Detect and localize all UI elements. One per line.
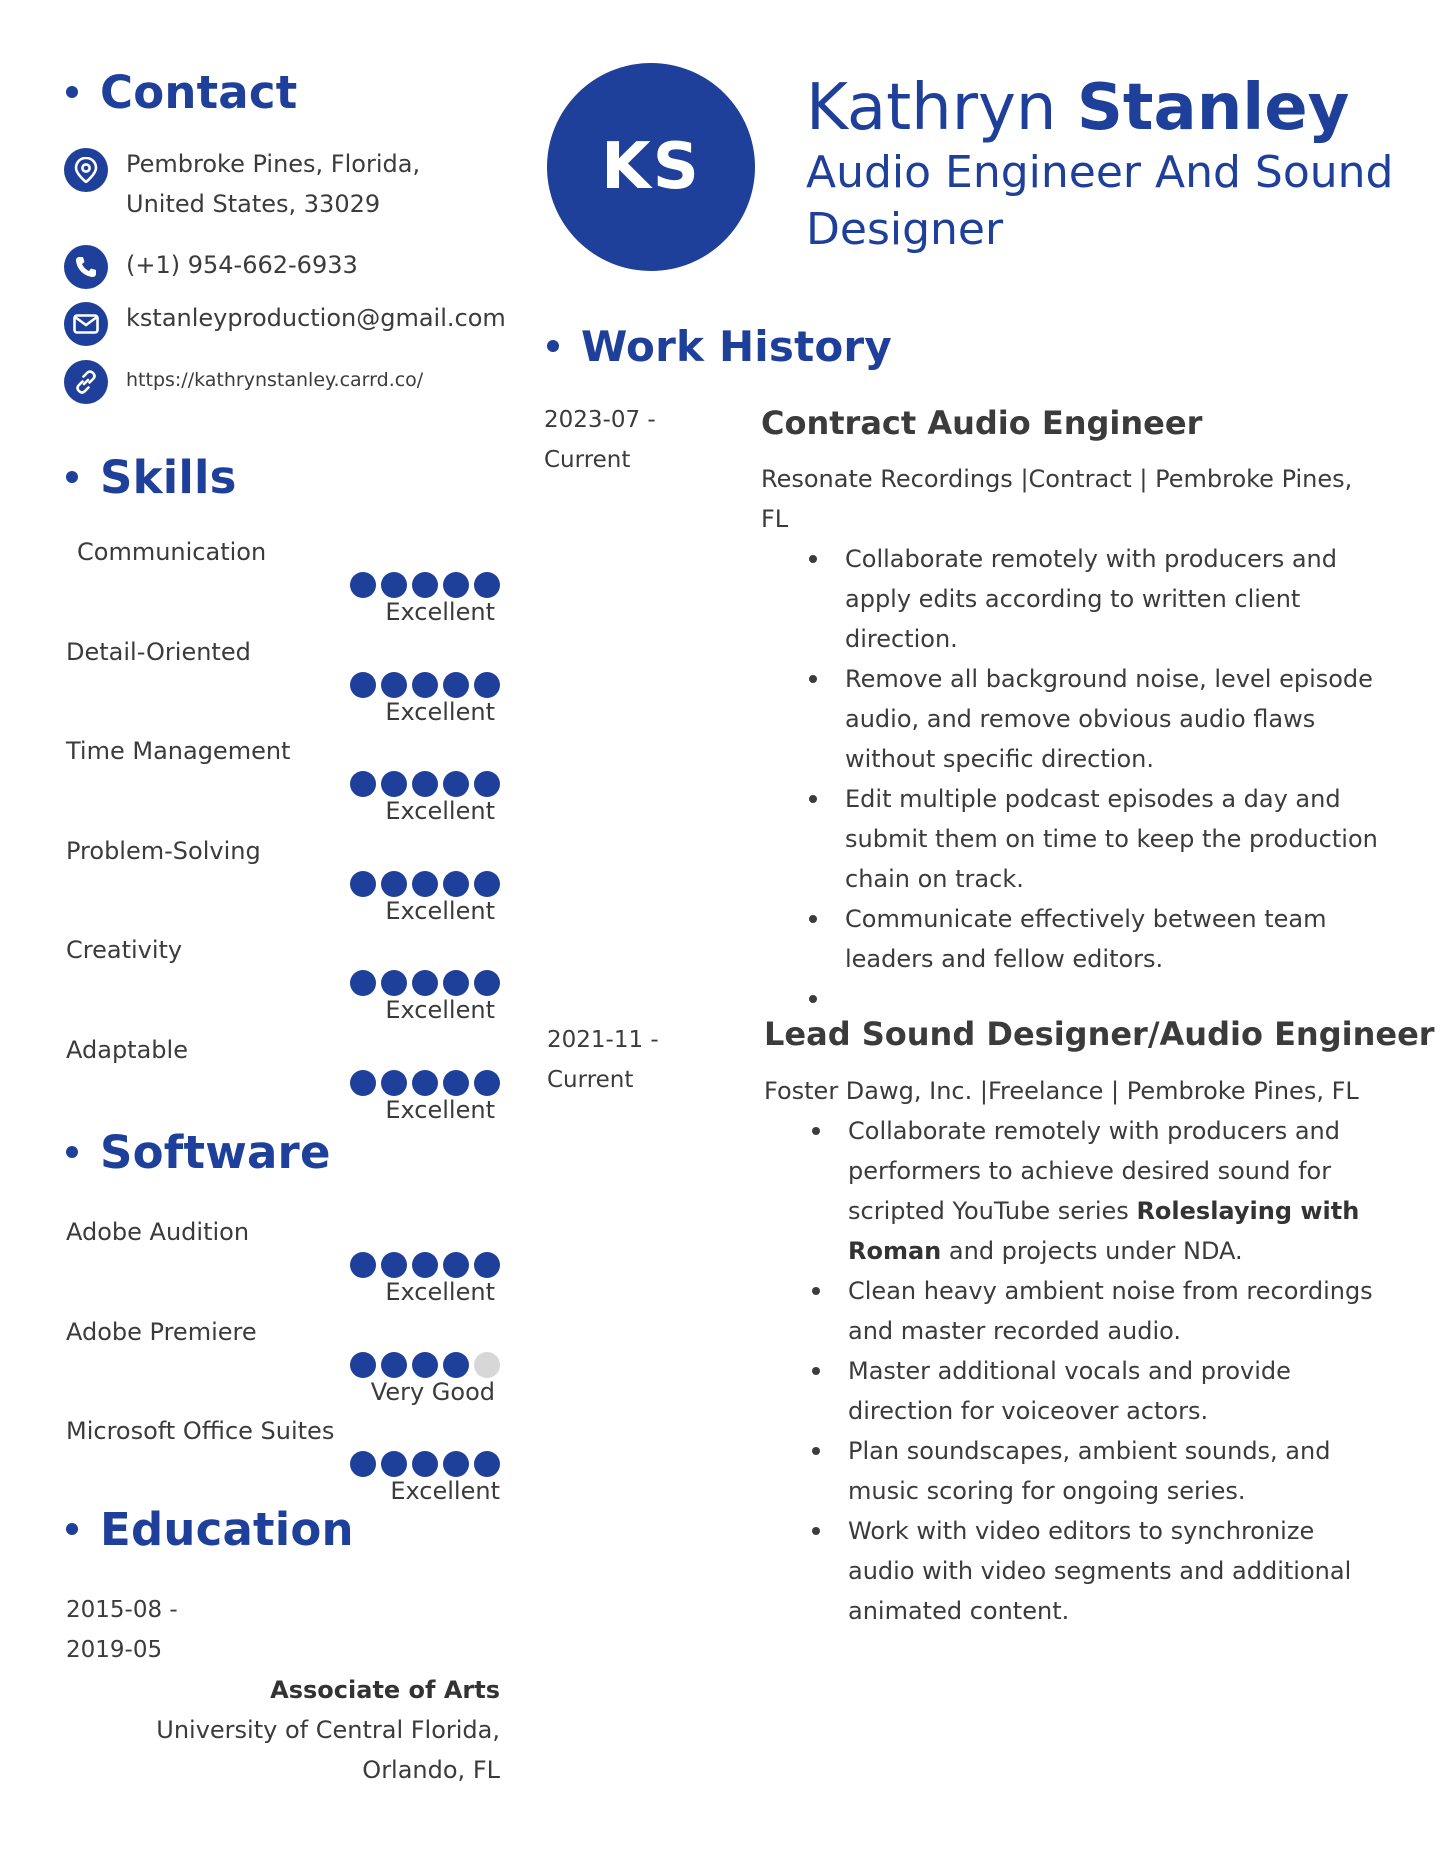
bullet-dot (547, 340, 559, 352)
skills-rating-level: Excellent (385, 797, 495, 825)
software-heading-text: Software (100, 1126, 331, 1179)
first-name: Kathryn (806, 71, 1057, 145)
contact-heading (66, 66, 297, 120)
address-line2: United States, 33029 (126, 190, 381, 218)
rating-dot-filled (474, 572, 500, 598)
skills-rating-level: Excellent (385, 996, 495, 1024)
job-headline-line2: Designer (806, 204, 1004, 255)
skills-rating-level: Excellent (385, 896, 495, 925)
rating-dot-filled (350, 871, 376, 897)
software-item-name: Adobe Premiere (66, 1317, 257, 1346)
software-rating-level: Very Good (370, 1377, 495, 1406)
bullet-dot (66, 1523, 78, 1535)
job2-bullet (808, 1111, 1388, 1271)
skills-rating-dots (350, 1070, 500, 1096)
education-school-line1: University of Central Florida, (156, 1716, 500, 1744)
contact-website (64, 360, 423, 404)
rating-dot-filled (350, 1252, 376, 1278)
rating-dot-filled (474, 771, 500, 797)
software-item-name: Microsoft Office Suites (66, 1417, 335, 1445)
monogram-text: KS (601, 130, 701, 204)
rating-dot-filled (443, 1070, 469, 1096)
rating-dot-filled (443, 672, 469, 698)
bullet-dot (66, 471, 78, 483)
rating-dot-filled (381, 572, 407, 598)
rating-dot-filled (443, 1451, 469, 1477)
rating-dot-filled (412, 1352, 438, 1378)
skills-rating-dots (350, 572, 500, 598)
education-details (80, 1670, 500, 1790)
last-name: Stanley (1076, 71, 1350, 145)
skills-rating-dots (350, 672, 500, 698)
job2-bullet: Clean heavy ambient noise from recordings and master recorded audio. (808, 1271, 1388, 1351)
job-headline (806, 144, 1393, 258)
job2-date-end: Current (547, 1067, 634, 1093)
rating-dot-filled (350, 672, 376, 698)
job1-date-end: Current (544, 447, 631, 473)
skills-rating-dots (350, 970, 500, 996)
rating-dot-filled (381, 1352, 407, 1378)
rating-dot-filled (412, 1070, 438, 1096)
job1-bullet: Collaborate remotely with producers and apply edits according to written client direction. (805, 539, 1385, 659)
rating-dot-filled (412, 1451, 438, 1477)
full-name (806, 70, 1393, 146)
rating-dot-filled (381, 1451, 407, 1477)
rating-dot-filled (350, 1070, 376, 1096)
job2-date (547, 1020, 659, 1100)
job1-bullet: Communicate effectively between team leaders and fellow editors. (805, 899, 1385, 979)
job2-bullet1-bold: Roleslaying with Roman (848, 1197, 1360, 1265)
email-text[interactable]: kstanleyproduction@gmail.com (126, 304, 506, 332)
skills-item-name: Creativity (66, 936, 183, 964)
rating-dot-filled (443, 1252, 469, 1278)
job2-title: Lead Sound Designer/Audio Engineer (764, 1015, 1435, 1053)
rating-dot-filled (412, 771, 438, 797)
rating-dot-filled (350, 1451, 376, 1477)
location-icon (64, 148, 108, 192)
rating-dot-filled (443, 572, 469, 598)
rating-dot-filled (412, 970, 438, 996)
skills-heading (66, 451, 237, 505)
rating-dot-filled (474, 1070, 500, 1096)
software-rating-dots (350, 1252, 500, 1278)
job1-date (544, 400, 656, 480)
job2-bullets (808, 1111, 1388, 1631)
rating-dot-filled (474, 1451, 500, 1477)
work-history-heading-text: Work History (581, 322, 892, 371)
education-date-end: 2019-05 (66, 1637, 163, 1663)
email-icon (64, 302, 108, 346)
contact-email (64, 302, 506, 346)
name-title (806, 70, 1393, 258)
website-link[interactable]: https://kathrynstanley.carrd.co/ (126, 369, 424, 391)
rating-dot-filled (474, 970, 500, 996)
job1-bullet-empty (805, 979, 1385, 1019)
skills-item-name: Time Management (66, 737, 291, 765)
rating-dot-filled (381, 970, 407, 996)
rating-dot-filled (443, 970, 469, 996)
monogram-avatar (547, 63, 755, 271)
job2-date-start: 2021-11 - (547, 1027, 659, 1053)
rating-dot-filled (474, 672, 500, 698)
rating-dot-filled (412, 1252, 438, 1278)
job2-bullet1-post: and projects under NDA. (941, 1237, 1243, 1265)
work-history-heading (547, 320, 892, 374)
skills-rating-dots (350, 771, 500, 797)
education-date (66, 1590, 178, 1670)
education-heading-text: Education (100, 1503, 354, 1556)
job2-bullet1-pre: Collaborate remotely with producers and performers to achieve desired sound for scripted YouTube series (848, 1117, 1340, 1225)
address-line1: Pembroke Pines, Florida, (126, 150, 421, 178)
link-icon (64, 360, 108, 404)
rating-dot-filled (381, 672, 407, 698)
rating-dot-empty (474, 1352, 500, 1378)
job1-title: Contract Audio Engineer (761, 404, 1203, 442)
rating-dot-filled (412, 572, 438, 598)
software-rating-dots (350, 1352, 500, 1378)
education-degree: Associate of Arts (270, 1676, 500, 1704)
job2-bullet: Plan soundscapes, ambient sounds, and music scoring for ongoing series. (808, 1431, 1388, 1511)
rating-dot-filled (381, 1070, 407, 1096)
rating-dot-filled (412, 871, 438, 897)
software-rating-level: Excellent (390, 1477, 500, 1505)
job2-company: Foster Dawg, Inc. |Freelance | Pembroke Pines, FL (764, 1077, 1359, 1105)
contact-address (64, 148, 420, 224)
job1-company (761, 459, 1381, 539)
software-heading (66, 1126, 331, 1180)
software-item-name: Adobe Audition (66, 1218, 250, 1246)
rating-dot-filled (474, 1252, 500, 1278)
education-heading (66, 1503, 354, 1557)
rating-dot-filled (350, 1352, 376, 1378)
rating-dot-filled (350, 771, 376, 797)
job1-company-line2: FL (761, 505, 789, 533)
education-date-start: 2015-08 - (66, 1597, 178, 1623)
job2-bullet: Master additional vocals and provide direction for voiceover actors. (808, 1351, 1388, 1431)
rating-dot-filled (381, 871, 407, 897)
contact-phone (64, 245, 358, 289)
job1-bullets (805, 539, 1385, 1019)
skills-heading-text: Skills (100, 451, 237, 504)
job1-bullet: Remove all background noise, level episode audio, and remove obvious audio flaws without specific direction. (805, 659, 1385, 779)
skills-rating-level: Excellent (385, 697, 495, 726)
skills-item-name: Problem-Solving (66, 836, 261, 865)
skills-rating-dots (350, 871, 500, 897)
skills-item-name: Adaptable (66, 1035, 188, 1064)
job-headline-line1: Audio Engineer And Sound (806, 147, 1394, 198)
rating-dot-filled (443, 871, 469, 897)
job2-bullet: Work with video editors to synchronize audio with video segments and additional animated content. (808, 1511, 1388, 1631)
contact-heading-text: Contact (100, 66, 298, 119)
job1-bullet: Edit multiple podcast episodes a day and submit them on time to keep the production chain on track. (805, 779, 1385, 899)
education-school-line2: Orlando, FL (362, 1756, 500, 1784)
rating-dot-filled (412, 672, 438, 698)
rating-dot-filled (443, 1352, 469, 1378)
software-rating-dots (350, 1451, 500, 1477)
skills-rating-level: Excellent (385, 1095, 495, 1124)
rating-dot-filled (443, 771, 469, 797)
rating-dot-filled (381, 1252, 407, 1278)
job1-company-line1: Resonate Recordings |Contract | Pembroke Pines, (761, 465, 1353, 493)
bullet-dot (66, 86, 78, 98)
skills-item-name: Communication (77, 538, 267, 566)
software-rating-level: Excellent (385, 1278, 495, 1306)
bullet-dot (66, 1146, 78, 1158)
rating-dot-filled (350, 572, 376, 598)
phone-text[interactable]: (+1) 954-662-6933 (126, 251, 358, 279)
rating-dot-filled (474, 871, 500, 897)
phone-icon (64, 245, 108, 289)
rating-dot-filled (381, 771, 407, 797)
address-text (126, 144, 420, 224)
job1-date-start: 2023-07 - (544, 407, 656, 433)
rating-dot-filled (350, 970, 376, 996)
skills-rating-level: Excellent (385, 598, 495, 626)
skills-item-name: Detail-Oriented (66, 637, 251, 666)
